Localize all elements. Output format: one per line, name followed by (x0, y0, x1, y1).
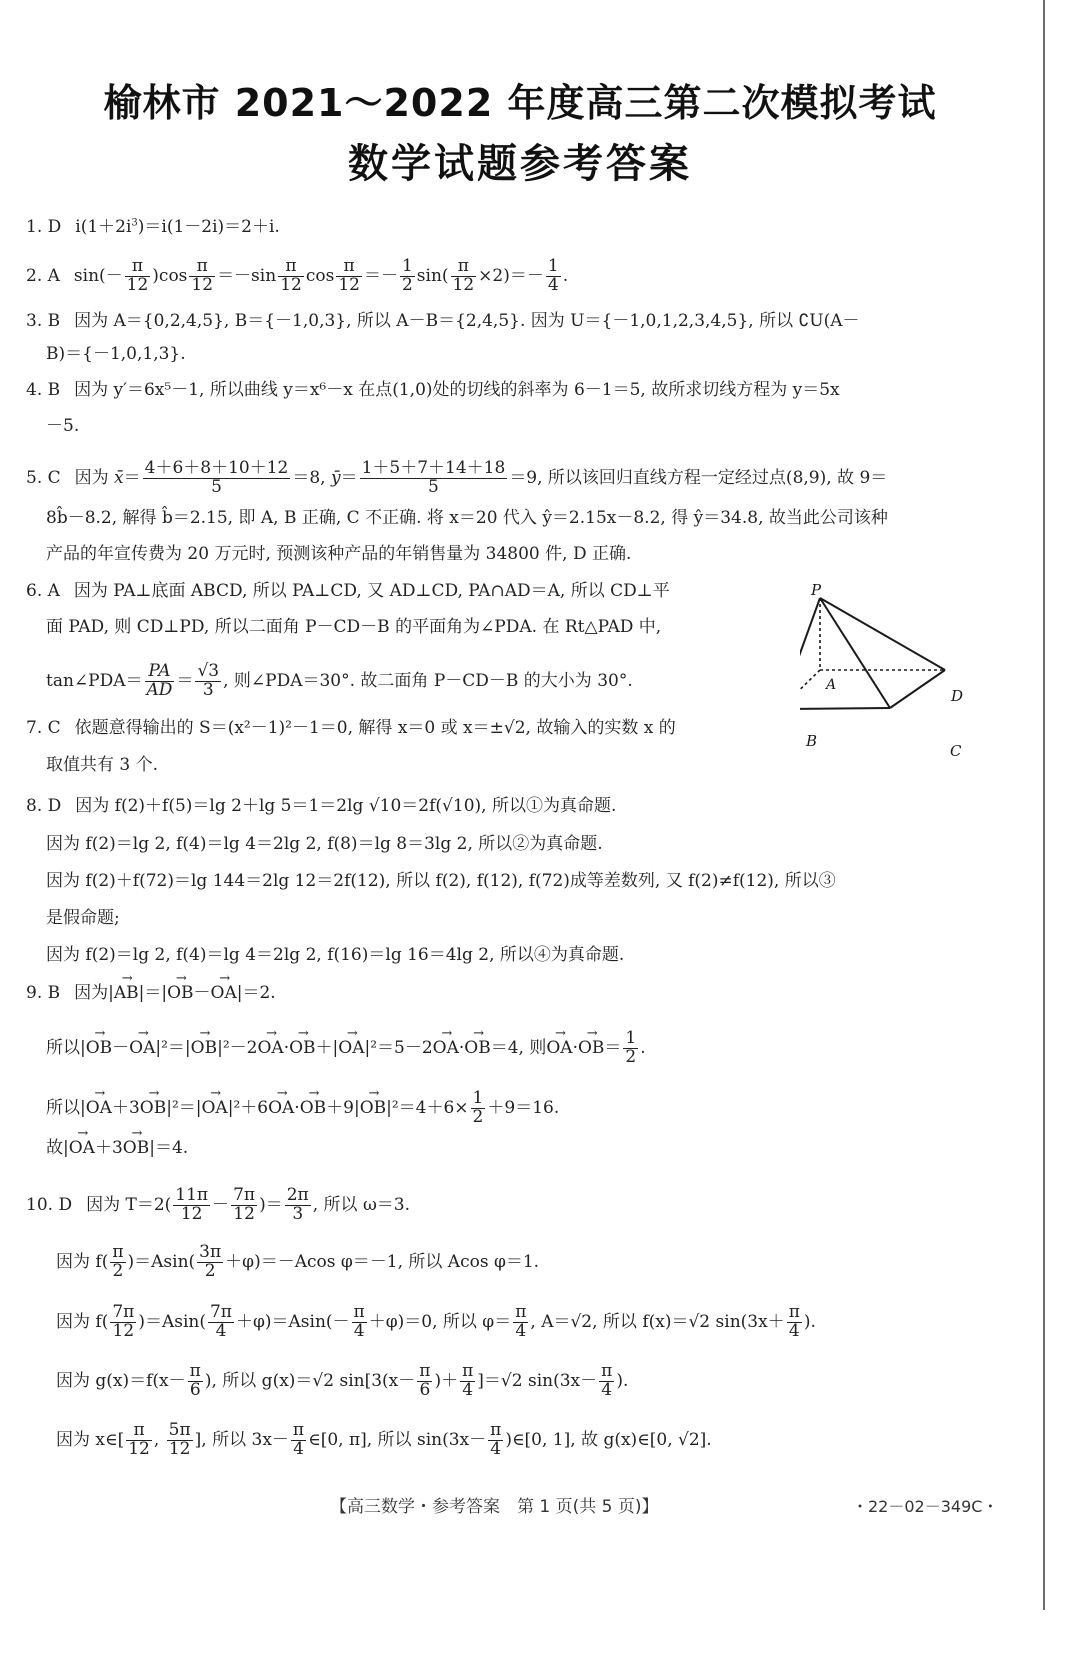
figure-label-A: A (826, 677, 837, 693)
answer-number: 3. B (26, 311, 61, 331)
answer-5-cont-1: 8b̂－8.2, 解得 b̂＝2.15, 即 A, B 正确, C 不正确. 将 x＝20 代入 ŷ＝2.15x－8.2, 得 ŷ＝34.8, 故当此公司该种 (46, 508, 888, 528)
answer-text: sin(－ $\frac{\pi}{12}$ )cos $\frac{\pi}{12}$ ＝－sin $\frac{\pi}{12}$ cos $\frac{\pi}{12}$ ＝－ $\frac{1}{2}$ sin( $\frac{\pi}{12}$ ×2)＝－ $\frac{1}{4}$ . (73, 256, 569, 295)
answer-number: 2. A (26, 265, 60, 286)
answer-text: 因为 T＝2( $\frac{11\pi}{12}$ － $\frac{7\pi}{12}$ )＝ $\frac{2\pi}{3}$ , 所以 ω＝3. (86, 1185, 411, 1224)
answer-number: 6. A (26, 581, 60, 601)
answer-text: 因为 x̄＝ $\frac{4+6+8+10+12}{5}$ ＝8, ȳ＝ $\frac{1+5+7+14+18}{5}$ ＝9, 所以该回归直线方程一定经过点(8,9), 故 9＝ (74, 458, 888, 497)
answer-2 (26, 258, 568, 295)
answer-number: 1. D (26, 216, 62, 237)
page-border-line (1043, 0, 1045, 1610)
answer-text: 因为 A＝{0,2,4,5}, B＝{－1,0,3}, 所以 A－B＝{2,4,5}. 因为 U＝{－1,0,1,2,3,4,5}, 所以 ∁U(A－ (74, 311, 860, 331)
answer-5 (26, 460, 887, 497)
figure-label-P: P (811, 581, 822, 599)
answer-text: 因为 f(2)＋f(5)＝lg 2＋lg 5＝1＝2lg √10＝2f(√10), 所以①为真命题. (75, 796, 617, 816)
answer-7-cont: 取值共有 3 个. (46, 755, 159, 775)
answer-number: 5. C (26, 467, 61, 488)
answer-10-cont-4: 因为 x∈[ $\frac{\pi}{12}$ , $\frac{5\pi}{12}$ ], 所以 3x－ $\frac{\pi}{4}$ ∈[0, π], 所以 sin(3x－ $\frac{\pi}{4}$ )∈[0, 1], 故 g(x)∈[0, √2]. (56, 1420, 712, 1459)
answer-8-cont-2: 因为 f(2)＋f(72)＝lg 144＝2lg 12＝2f(12), 所以 f(2), f(12), f(72)成等差数列, 又 f(2)≠f(12), 所以③ (46, 871, 836, 891)
figure-label-B: B (806, 732, 818, 750)
answer-number: 7. C (26, 718, 61, 738)
answer-1 (26, 218, 280, 236)
document-subtitle: 数学试题参考答案 (348, 141, 692, 187)
answer-number: 8. D (26, 796, 62, 816)
answer-6-cont-2: tan∠PDA＝ $\frac{PA}{AD}$ ＝ $\frac{√3}{3}$ , 则∠PDA＝30°. 故二面角 P－CD－B 的大小为 30°. (46, 661, 633, 700)
edge-PD (820, 598, 945, 670)
answer-3-cont: B)＝{－1,0,1,3}. (46, 344, 186, 364)
answer-number: 10. D (26, 1194, 73, 1215)
document-title: 榆林市 2021～2022 年度高三第二次模拟考试 (103, 81, 937, 125)
answer-8-cont-3: 是假命题; (46, 908, 120, 928)
answer-6 (26, 583, 670, 600)
answer-number: 4. B (26, 380, 61, 400)
answer-10-cont-2: 因为 f( $\frac{7\pi}{12}$ )＝Asin( $\frac{7\pi}{4}$ ＋φ)＝Asin(－ $\frac{\pi}{4}$ ＋φ)＝0, 所以 φ＝ $\frac{\pi}{4}$ , A＝√2, 所以 f(x)＝√2 sin(3x＋ $\frac{\pi}{4}$ ). (56, 1302, 816, 1341)
answer-10-cont-1: 因为 f( $\frac{\pi}{2}$ )＝Asin( $\frac{3\pi}{2}$ ＋φ)＝－Acos φ＝－1, 所以 Acos φ＝1. (56, 1242, 540, 1281)
answer-10-cont-3: 因为 g(x)＝f(x－ $\frac{\pi}{6}$ ), 所以 g(x)＝√2 sin[3(x－ $\frac{\pi}{6}$ )＋ $\frac{\pi}{4}$ ]＝√2 sin(3x－ $\frac{\pi}{4}$ ). (56, 1361, 629, 1400)
answer-text: 依题意得输出的 S＝(x²－1)²－1＝0, 解得 x＝0 或 x＝±√2, 故输入的实数 x 的 (74, 718, 676, 738)
answer-5-cont-2: 产品的年宣传费为 20 万元时, 预测该种产品的年销售量为 34800 件, D 正确. (46, 544, 632, 564)
edge-AB-hidden (800, 670, 820, 709)
answer-number: 9. B (26, 983, 61, 1003)
figure-label-C: C (950, 742, 962, 760)
answer-4-cont: －5. (46, 416, 80, 436)
answer-8-cont-4: 因为 f(2)＝lg 2, f(4)＝lg 4＝2lg 2, f(16)＝lg 16＝4lg 2, 所以④为真命题. (46, 945, 625, 965)
answer-8-cont-1: 因为 f(2)＝lg 2, f(4)＝lg 4＝2lg 2, f(8)＝lg 8＝3lg 2, 所以②为真命题. (46, 834, 603, 854)
answer-text: 因为 PA⊥底面 ABCD, 所以 PA⊥CD, 又 AD⊥CD, PA∩AD＝A, 所以 CD⊥平 (73, 581, 670, 601)
answer-9-cont-2: 所以|→ OA＋3→ OB|²＝|→ OA|²＋6→ OA·→ OB＋9|→ OB|²＝4＋6× $\frac{1}{2}$ ＋9＝16. (46, 1090, 559, 1127)
edge-PB (800, 598, 820, 709)
answer-9-cont-3: 故|→ OA＋3→ OB|＝4. (46, 1140, 188, 1157)
edge-CD (890, 670, 945, 708)
answer-3 (26, 313, 860, 330)
figure-label-D: D (951, 687, 964, 705)
answer-text: 因为 y′＝6x⁵－1, 所以曲线 y＝x⁶－x 在点(1,0)处的切线的斜率为 6－1＝5, 故所求切线方程为 y＝5x (74, 380, 840, 400)
answer-4 (26, 382, 840, 399)
answer-9-cont-1: 所以|→ OB－→ OA|²＝|→ OB|²－2→ OA·→ OB＋|→ OA|²＝5－2→ OA·→ OB＝4, 则→ OA·→ OB＝ $\frac{1}{2}$ . (46, 1030, 646, 1067)
answer-7 (26, 720, 676, 737)
edge-BC (800, 708, 890, 709)
document-code: ・22－02－349C・ (852, 1497, 999, 1516)
answer-10 (26, 1187, 410, 1224)
answer-9 (26, 985, 276, 1002)
page-footer: 【高三数学・参考答案 第 1 页(共 5 页)】 (330, 1497, 659, 1517)
answer-6-cont-1: 面 PAD, 则 CD⊥PD, 所以二面角 P－CD－B 的平面角为∠PDA. 在 Rt△PAD 中, (46, 617, 662, 637)
pyramid-figure (800, 570, 1020, 730)
answer-text: 因为|→ AB|＝|→ OB－→ OA|＝2. (74, 983, 276, 1003)
answer-8 (26, 798, 616, 815)
answer-text: $i(1+2i^3)=i(1-2i)=2+i$. (75, 216, 280, 237)
